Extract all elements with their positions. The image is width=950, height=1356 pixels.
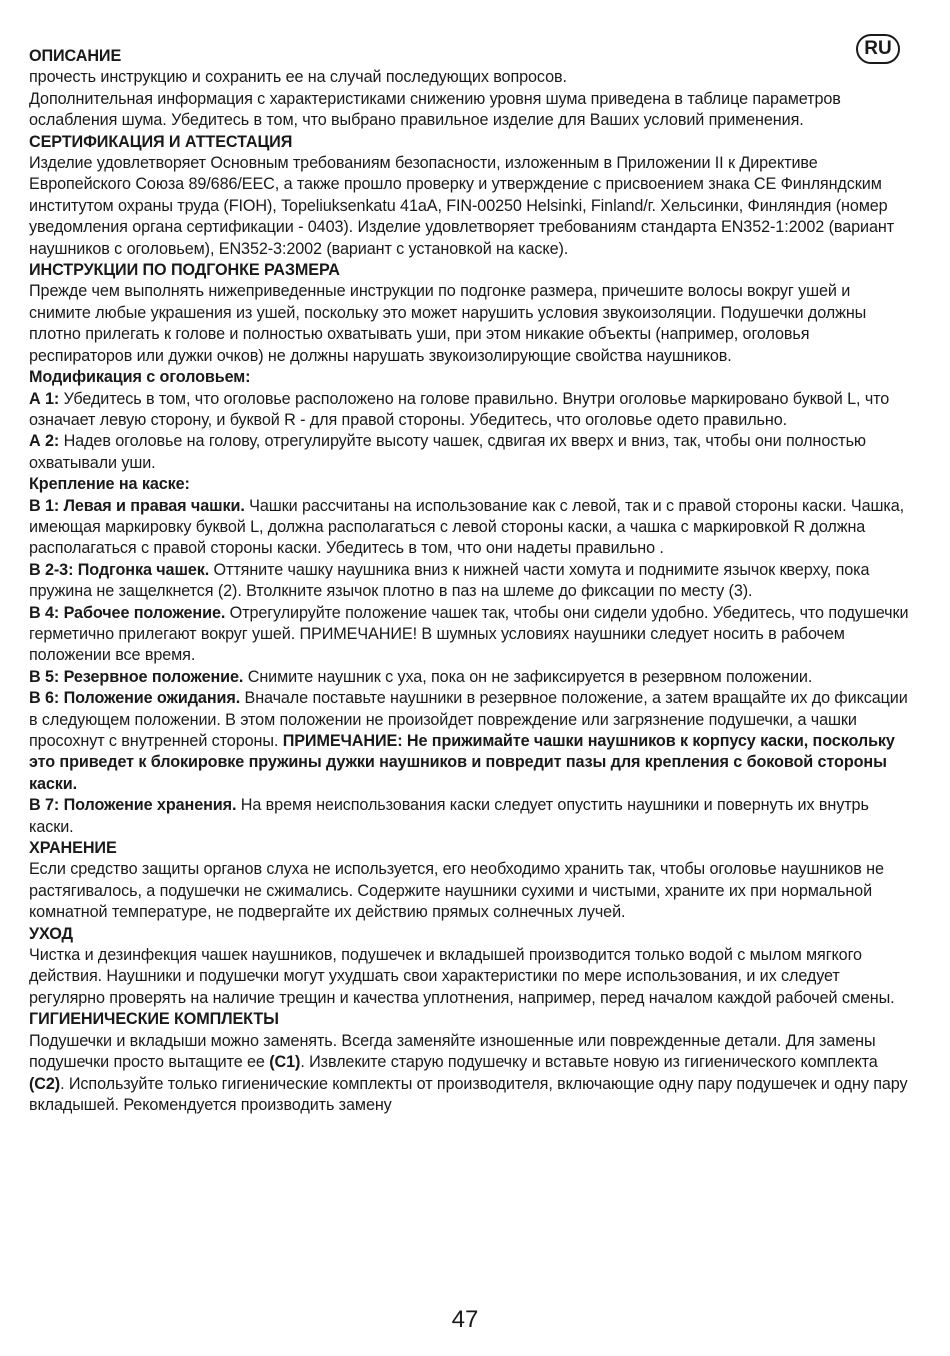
section-title-fitting: ИНСТРУКЦИИ ПО ПОДГОНКЕ РАЗМЕРА xyxy=(29,261,340,280)
subsection-title-headband: Модификация с оголовьем: xyxy=(29,368,251,387)
step-b6 xyxy=(29,688,909,795)
section-title-care: УХОД xyxy=(29,924,73,943)
certification-paragraph: Изделие удовлетворяет Основным требованиям безопасности, изложенным в Приложении II к Директиве Европейского Союза 89/686/EEC, а также прошло проверку и утверждение с присвоением знака CE Финляндским институтом охраны труда (FIOH), Topeliuksenkatu 41aA, FIN-00250 Helsinki, Finland/г. Хельсинки, Финляндия (номер уведомления органа сертификации - 0403). Изделие удовлетворяет требованиям стандарта EN352-1:2002 (вариант наушников с оголовьем), EN352-3:2002 (вариант с установкой на каске). xyxy=(29,154,895,258)
section-title-description: ОПИСАНИЕ xyxy=(29,47,122,65)
step-b7 xyxy=(29,795,909,838)
step-b7-text: На время неиспользования каски следует опустить наушники и повернуть их внутрь каски. xyxy=(29,796,869,836)
step-a1-text: Убедитесь в том, что оголовье расположено на голове правильно. Внутри оголовье маркировано буквой L, что означает левую сторону, и буквой R - для правой стороны. Убедитесь, что оголовье одето правильно. xyxy=(29,389,890,429)
step-a1-lead: А 1: xyxy=(29,389,60,408)
storage-paragraph: Если средство защиты органов слуха не используется, его необходимо хранить так, чтобы оголовье наушников не растягивалось, а подушечки не сжимались. Содержите наушники сухими и чистыми, храните их при нормальной комнатной температуре, не подвергайте их действию прямых солнечных лучей. xyxy=(29,860,884,922)
step-b2-3 xyxy=(29,560,909,603)
hygiene-paragraph xyxy=(29,1031,909,1117)
step-b1-text: Чашки рассчитаны на использование как с левой, так и с правой стороны каски. Чашка, имеющая маркировку буквой L, должна располагаться с левой стороны каски, а чашка с маркировкой R должна располагаться с правой стороны каски. Убедитесь в том, что они надеты правильно . xyxy=(29,496,905,558)
care-paragraph: Чистка и дезинфекция чашек наушников, подушечек и вкладышей производится только водой с мылом мягкого действия. Наушники и подушечки могут ухудшать свои характеристики по мере использования, и их следует регулярно проверять на наличие трещин и качества уплотнения, например, перед началом каждой рабочей смены. xyxy=(29,946,895,1007)
hygiene-ref-c2: (C2) xyxy=(29,1074,61,1093)
description-paragraph-1: прочесть инструкцию и сохранить ее на случай последующих вопросов. xyxy=(29,68,567,87)
section-title-certification: СЕРТИФИКАЦИЯ И АТТЕСТАЦИЯ xyxy=(29,132,293,151)
step-b5 xyxy=(29,667,909,688)
document-body xyxy=(29,46,909,1116)
hygiene-text-2: . Извлеките старую подушечку и вставьте новую из гигиенического комплекта xyxy=(300,1053,878,1072)
fitting-paragraph: Прежде чем выполнять нижеприведенные инструкции по подгонке размера, причешите волосы вокруг ушей и снимите любые украшения из ушей, поскольку это может нарушить условия звукоизоляции. Подушечки должны плотно прилегать к голове и полностью охватывать уши, при этом никакие объекты (например, оголовья респираторов или дужки очков) не должны нарушать звукоизолирующие свойства наушников. xyxy=(29,282,867,365)
page-number: 47 xyxy=(451,1306,479,1333)
step-a1 xyxy=(29,389,909,432)
step-b4-lead: В 4: Рабочее положение. xyxy=(29,603,226,622)
step-b2-3-text: Оттяните чашку наушника вниз к нижней части хомута и поднимите язычок кверху, пока пружина не защелкнется (2). Втолкните язычок плотно в паз на шлеме до фиксации по месту (3). xyxy=(29,560,870,601)
step-a2-lead: А 2: xyxy=(29,432,60,451)
hygiene-text-3: . Используйте только гигиенические комплекты от производителя, включающие одну пару подушечек и одну пару вкладышей. Рекомендуется производить замену xyxy=(29,1074,908,1114)
step-b1-lead: В 1: Левая и правая чашки. xyxy=(29,496,245,515)
subsection-title-helmet: Крепление на каске: xyxy=(29,475,190,494)
language-badge: RU xyxy=(856,34,900,64)
step-b6-note: ПРИМЕЧАНИЕ: Не прижимайте чашки наушников к корпусу каски, поскольку это приведет к блокировке пружины дужки наушников и повредит пазы для крепления с боковой стороны каски. xyxy=(29,732,895,793)
step-b2-3-lead: В 2-3: Подгонка чашек. xyxy=(29,560,210,579)
step-a2 xyxy=(29,431,909,474)
step-b1 xyxy=(29,496,909,560)
section-title-storage: ХРАНЕНИЕ xyxy=(29,839,117,858)
step-b5-lead: В 5: Резервное положение. xyxy=(29,667,244,686)
step-b4-text: Отрегулируйте положение чашек так, чтобы они сидели удобно. Убедитесь, что подушечки герметично прилегают вокруг ушей. ПРИМЕЧАНИЕ! В шумных условиях наушники следует носить в рабочем положении все время. xyxy=(29,603,909,665)
step-b7-lead: В 7: Положение хранения. xyxy=(29,796,237,815)
step-b6-text: Вначале поставьте наушники в резервное положение, а затем вращайте их до фиксации в следующем положении. В этом положении не произойдет повреждение или загрязнение подушечки, а чашки просохнут с внутренней стороны. xyxy=(29,689,908,750)
step-a2-text: Надев оголовье на голову, отрегулируйте высоту чашек, сдвигая их вверх и вниз, так, чтобы они полностью охватывали уши. xyxy=(29,432,866,472)
hygiene-ref-c1: (C1) xyxy=(269,1053,301,1072)
section-title-hygiene: ГИГИЕНИЧЕСКИЕ КОМПЛЕКТЫ xyxy=(29,1010,279,1029)
step-b4 xyxy=(29,603,909,667)
description-paragraph-2: Дополнительная информация с характеристиками снижению уровня шума приведена в таблице параметров ослабления шума. Убедитесь в том, что выбрано правильное изделие для Ваших условий применения. xyxy=(29,89,841,130)
step-b5-text: Снимите наушник с уха, пока он не зафиксируется в резервном положении. xyxy=(243,667,813,686)
hygiene-text-1: Подушечки и вкладыши можно заменять. Всегда заменяйте изношенные или поврежденные детали. Для замены подушечки просто вытащите ее xyxy=(29,1031,876,1072)
step-b6-lead: В 6: Положение ожидания. xyxy=(29,689,241,708)
